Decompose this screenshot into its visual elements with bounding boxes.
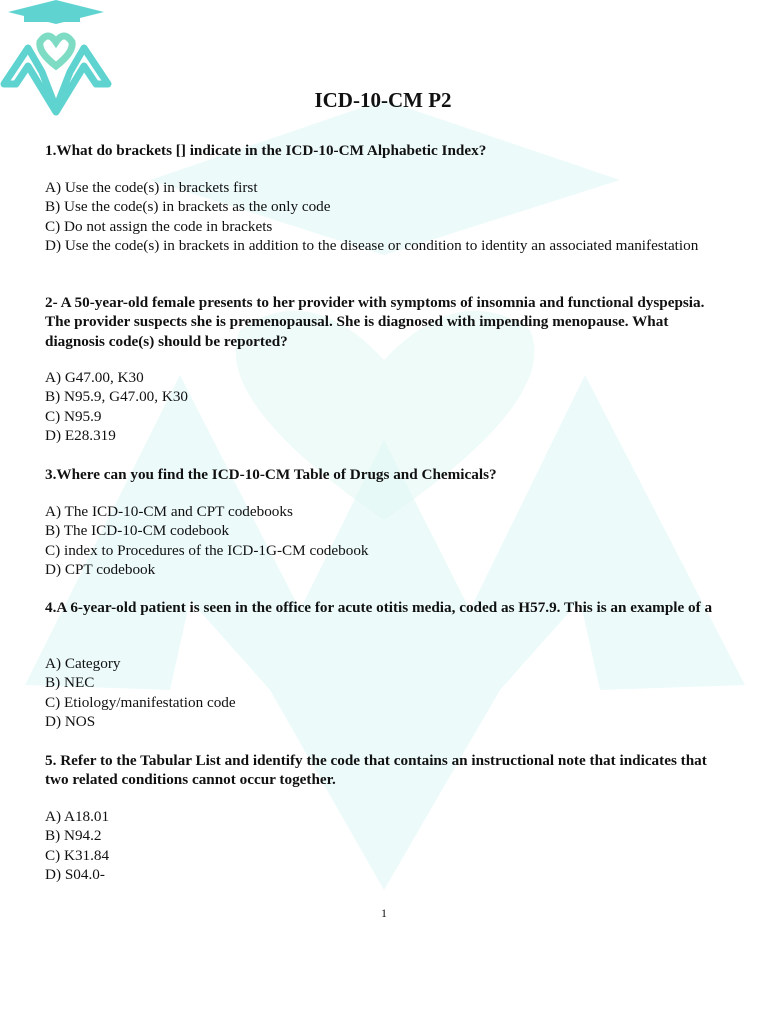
page-number: 1 bbox=[381, 906, 387, 920]
option-5a: A) A18.01 bbox=[45, 808, 110, 825]
option-2b: B) N95.9, G47.00, K30 bbox=[45, 388, 189, 406]
option-2a: A) G47.00, K30 bbox=[45, 369, 144, 386]
question-2-text: 2- A 50-year-old female presents to her provider with symptoms of insomnia and functional dyspepsia. The provider suspects she is premenopausal. She is diagnosed with impending menopause. What diagnosis code(s) should be reported? bbox=[45, 294, 705, 350]
option-1a: A) Use the code(s) in brackets first bbox=[45, 179, 258, 196]
option-1b: B) Use the code(s) in brackets as the only code bbox=[45, 198, 331, 216]
question-1-text: 1.What do brackets [] indicate in the ICD-10-CM Alphabetic Index? bbox=[45, 142, 487, 159]
option-3c: C) index to Procedures of the ICD-1G-CM codebook bbox=[45, 541, 369, 559]
option-3d: D) CPT codebook bbox=[45, 560, 156, 578]
question-4-options bbox=[45, 654, 721, 731]
question-1-options bbox=[45, 178, 721, 255]
question-5-text: 5. Refer to the Tabular List and identify the code that contains an instructional note that indicates that two related conditions cannot occur together. bbox=[45, 752, 707, 789]
page-title: ICD-10-CM P2 bbox=[314, 88, 452, 112]
question-2-options bbox=[45, 368, 721, 445]
question-3-text: 3.Where can you find the ICD-10-CM Table of Drugs and Chemicals? bbox=[45, 466, 497, 483]
option-2c: C) N95.9 bbox=[45, 407, 102, 425]
option-5d: D) S04.0- bbox=[45, 865, 105, 883]
question-5-options bbox=[45, 807, 721, 884]
option-2d: D) E28.319 bbox=[45, 426, 116, 444]
option-4a: A) Category bbox=[45, 655, 121, 672]
brand-logo-icon bbox=[0, 0, 112, 118]
option-3b: B) The ICD-10-CM codebook bbox=[45, 522, 230, 540]
option-1c: C) Do not assign the code in brackets bbox=[45, 217, 273, 235]
question-3-options bbox=[45, 502, 721, 579]
option-1d: D) Use the code(s) in brackets in addition to the disease or condition to identity an associated manifestation bbox=[45, 236, 699, 254]
option-3a: A) The ICD-10-CM and CPT codebooks bbox=[45, 503, 293, 520]
question-4-text: 4.A 6-year-old patient is seen in the office for acute otitis media, coded as H57.9. This is an example of a bbox=[45, 599, 713, 616]
option-5c: C) K31.84 bbox=[45, 846, 110, 864]
option-4c: C) Etiology/manifestation code bbox=[45, 693, 236, 711]
option-4d: D) NOS bbox=[45, 712, 96, 730]
option-4b: B) NEC bbox=[45, 674, 95, 692]
option-5b: B) N94.2 bbox=[45, 827, 102, 845]
